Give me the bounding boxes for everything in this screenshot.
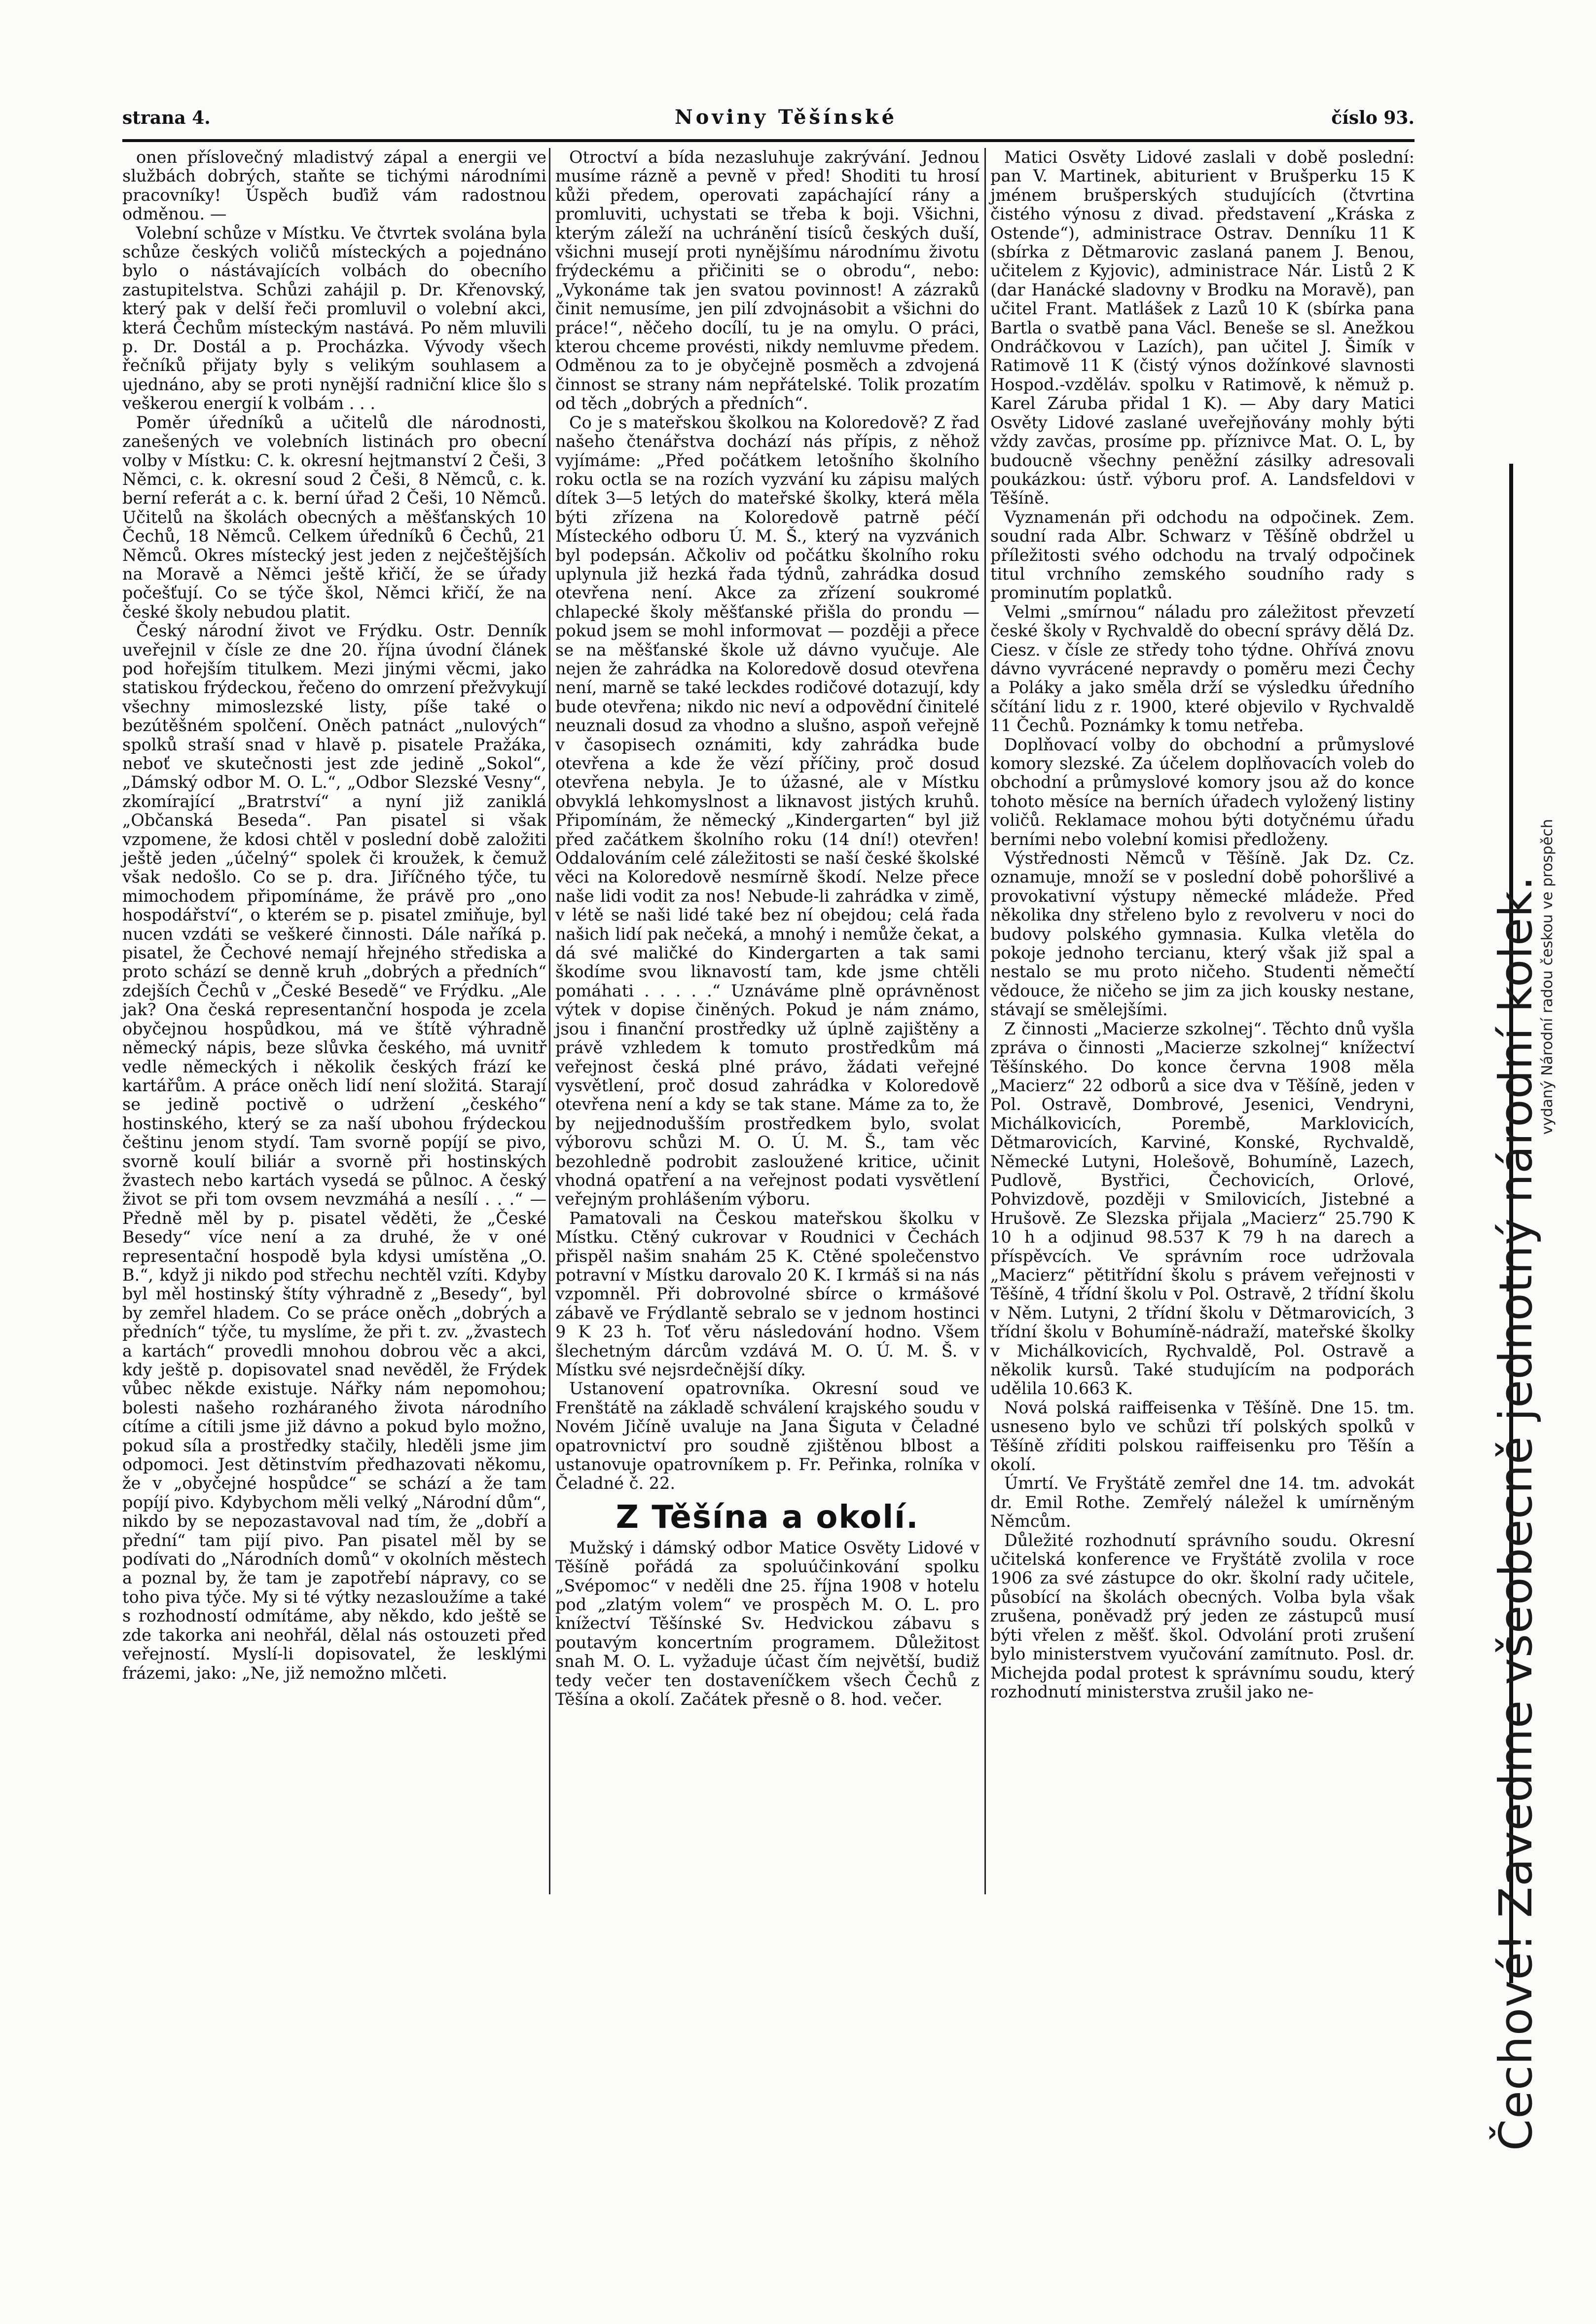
article-paragraph: Doplňovací volby do obchodní a průmyslové komory slezské. Za účelem doplňovacích voleb do obchodní a průmyslové komory jsou až do konce tohoto měsíce na berních úřadech vyložený listiny voličů. Reklamace mohou býti dotyčnému úřadu berními nebo volební komisi předloženy. (990, 735, 1415, 849)
issue-number: číslo 93. (1331, 108, 1415, 128)
article-paragraph: Nová polská raiffeisenka v Těšíně. Dne 15. tm. usneseno bylo ve schůzi tří polských spolků v Těšíně zříditi polskou raiffeisenku pro Těšín a okolí. (990, 1398, 1415, 1475)
section-heading: Z Těšína a okolí. (616, 1499, 919, 1536)
article-paragraph: Z činnosti „Macierze szkolnej“. Těchto dnů vyšla zpráva o činnosti „Macierze szkolnej“ knížectví Těšínského. Do konce června 1908 měla „Macierz“ 22 odborů a sice dva v Těšíně, jeden v Pol. Ostravě, Dombrové, Jesenici, Vendryni, Michálkovicích, Porembě, Marklovicích, Dětmarovicích, Karviné, Konské, Rychvaldě, Německé Lutyni, Holešově, Bohumíně, Lazech, Pudlově, Bystřici, Čechovicích, Orlové, Pohvizdově, později v Smilovicích, Jistebné a Hrušově. Ze Slezska přijala „Macierz“ 25.790 K 10 h a odjinud 98.537 K 79 h na darech a příspěvcích. Ve správním roce udržovala „Macierz“ pětitřídní školu s právem veřejnosti v Těšíně, 4 třídní školu v Pol. Ostravě, 2 třídní školu v Něm. Lutyni, 2 třídní školu v Dětmarovicích, 3 třídní školu v Bohumíně-nádraží, mateřské školky v Michálkovicích, Rychvaldě, Pol. Ostravě a několik kursů. Také studujícím na podporách udělila 10.663 K. (990, 1019, 1415, 1399)
article-paragraph: Matici Osvěty Lidové zaslali v době poslední: pan V. Martinek, abiturient v Brušperku 15 K jménem brušperských studujících (čtvrtina čistého výnosu z divad. představení „Kráska z Ostende“), administrace Ostrav. Denníku 11 K (sbírka z Dětmarovic zaslaná panem J. Benou, učitelem z Kyjovic), administrace Nár. Listů 2 K (dar Hanácké sladovny v Brodku na Moravě), pan učitel Frant. Matlášek z Lazů 10 K (sbírka pana Bartla o svatbě pana Václ. Beneše se sl. Anežkou Ondráčkovou v Lazích), pan učitel J. Šimík v Ratimově 11 K (čistý výnos dožínkové slavnosti Hospod.-vzděláv. spolku v Ratimově, k němuž p. Karel Záruba přidal 1 K). — Aby dary Matici Osvěty Lidové zaslané uveřejňovány mohly býti vždy zavčas, prosíme pp. příznivce Mat. O. L, by budoucně všechny peněžní zásilky adresovali poukázkou: ústř. výboru prof. A. Landsfeldovi v Těšíně. (990, 148, 1415, 508)
side-margin-slogan: Čechové! Zavedme všeobecně jednotný národní kolek. (1489, 876, 1542, 2151)
column-3 (990, 148, 1415, 1701)
column-divider-2 (984, 148, 986, 1894)
article-paragraph: Poměr úředníků a učitelů dle národnosti, zanešených ve volebních listinách pro obecní volby v Místku: C. k. okresní hejtmanství 2 Češi, 3 Němci, c. k. okresní soud 2 Češi, 8 Němců, c. k. berní referát a c. k. berní úřad 2 Češi, 10 Němců. Učitelů na školách obecných a měšťanských 10 Čechů, 18 Němců. Celkem úředníků 6 Čechů, 21 Němců. Okres místecký jest jeden z nejčeštějších na Moravě a Němci ještě křičí, že se úřady počešťují. Co se týče škol, Němci křičí, že na české školy nebudou platit. (122, 412, 546, 622)
article-paragraph: Pamatovali na Českou mateřskou školku v Místku. Ctěný cukrovar v Roudnici v Čechách přispěl našim snahám 25 K. Ctěné společenstvo potravní v Místku darovalo 20 K. I krmáš si na nás vzpomněl. Při dobrovolné sbírce o krmášové zábavě ve Frýdlantě sebralo se v jednom hostinci 9 K 23 h. Toť věru následování hodno. Všem šlechetným dárcům vzdává M. O. Ú. M. Š. v Místku své nejsrdečnější díky. (555, 1208, 979, 1379)
article-paragraph: Úmrtí. Ve Fryštátě zemřel dne 14. tm. advokát dr. Emil Rothe. Zemřelý náležel k umírněným Němcům. (990, 1474, 1415, 1531)
article-paragraph: Mužský i dámský odbor Matice Osvěty Lidové v Těšíně pořádá za spoluúčinkování spolku „Svépomoc“ v neděli dne 25. října 1908 v hotelu pod „zlatým volem“ ve prospěch M. O. L. pro knížectví Těšínské Sv. Hedvickou zábavu s poutavým koncertním programem. Důležitost snah M. O. L. vyžaduje účast čím největší, budiž tedy večer ten dostaveníčkem všech Čechů z Těšína a okolí. Začátek přesně o 8. hod. večer. (555, 1538, 979, 1709)
header-rule (122, 139, 1415, 142)
column-2 (555, 148, 979, 1709)
newspaper-title: Noviny Těšínské (675, 106, 898, 129)
side-margin-note: vydaný Národní radou českou ve prospěch (1539, 819, 1556, 1135)
article-paragraph: Co je s mateřskou školkou na Koloredově? Z řad našeho čtenářstva dochází nás přípis, z něhož vyjímáme: „Před počátkem letošního školního roku octla se na rozích vyzvání ku zápisu malých dítek 3—5 letých do mateřské školky, která měla býti zřízena na Koloredově patrně péčí Místeckého odboru Ú. M. Š., který na vyzvánich byl podepsán. Ačkoliv od počátku školního roku uplynula již hezká řada týdnů, zahrádka dosud otevřena není. Akce za zřízení soukromé chlapecké školy měšťanské přišla do prondu — pokud jsem se mohl informovat — později a přece se na měšťanské škole už dávno vyučuje. Ale nejen že zahrádka na Koloredově dosud otevřena není, marně se také leckdes rodičové dotazují, kdy bude otevřena; nikdo nic neví a odpovědní činitelé neuznali dosud za vhodno a slušno, aspoň veřejně v časopisech oznámiti, kdy zahrádka bude otevřena a kde že vězí příčiny, proč dosud otevřena nebyla. Je to úžasné, ale v Místku obvyklá lehkomyslnost a liknavost jistých kruhů. Připomínám, že německý „Kindergarten“ byl již před začátkem školního roku (14 dní!) otevřen! Oddalováním celé záležitosti se naší české školské věci na Koloredově nesmírně škodí. Nelze přece naše lidi vodit za nos! Nebude-li zahrádka v zimě, v létě se naši lidé také bez ní obejdou; celá řada našich lidí pak nečeká, a mnohý i nemůže čekat, a dá své maličké do Kindergarten a tak sami škodíme svou liknavostí tam, kde jsme chtěli pomáhati . . . . .“ Uznáváme plně oprávněnost výtek v dopise činěných. Pokud je nám známo, jsou i finanční prostředky už úplně zajištěny a právě vzhledem k tomuto prostředkům má veřejnost česká plné právo, žádati veřejné vysvětlení, proč dosud zahrádka v Koloredově otevřena není a kdy se tak stane. Máme za to, že by nejjednodušším prostředkem bylo, svolat výborovu schůzi M. O. Ú. M. Š., tam věc bezohledně podrobit zasloužené kritice, učinit vhodná opatření a na veřejnost podati vysvětlení veřejným prohlášením výboru. (555, 412, 979, 1209)
column-divider-1 (549, 148, 550, 1894)
article-paragraph: Výstřednosti Němců v Těšíně. Jak Dz. Cz. oznamuje, množí se v poslední době pohoršlivé a provokativní výstupy německé mládeže. Před několika dny střeleno bylo z revolveru v noci do budovy polského gymnasia. Kulka vletěla do pokoje jednoho tercianu, který však již spal a nestalo se mu proto ničeho. Studenti němečtí vědouce, že ničeho se jim za jich kousky nestane, stávají se smělejšími. (990, 848, 1415, 1020)
article-paragraph: Český národní život ve Frýdku. Ostr. Denník uveřejnil v čísle ze dne 20. října úvodní článek pod hořejším titulkem. Mezi jinými věcmi, jako statiskou frýdeckou, řečeno do omrzení přežvykují všechny mimoslezské listy, píše také o bezútěšném spolčení. Oněch patnáct „nulových“ spolků straší snad v hlavě p. pisatele Pražáka, neboť ve skutečnosti jest zde jedině „Sokol“, „Dámský odbor M. O. L.“, „Odbor Slezské Vesny“, zkomírající „Bratrství“ a nyní již zaniklá „Občanská Beseda“. Pan pisatel si však vzpomene, že kdosi chtěl v poslední době založiti ještě jeden „účelný“ spolek či kroužek, k čemuž však nedošlo. Co se p. dra. Jiříčného týče, tu mimochodem připomínáme, že právě pro „ono hospodářství“, o kterém se p. pisatel zmiňuje, byl nucen vzdáti se veškeré činnosti. Dále naříká p. pisatel, že Čechové nemají hřejného střediska a proto schází se denně kruh „dobrých a předních“ zdejších Čechů v „České Besedě“ ve Frýdku. „Ale jak? Ona česká representanční hospoda je zcela obyčejnou hospůdkou, má ve štítě výhradně německý nápis, beze slůvka českého, má uvnitř vedle německých i několik českých frází ke kartářům. A práce oněch lidí není složitá. Starají se jedině poctivě o udržení „českého“ hostinského, který se za naší ubohou frýdeckou češtinu jenom stydí. Tam svorně popíjí se pivo, svorně koulí biliár a svorně při hostinských žvastech nebo kartách vysedá se půlnoc. A český život se při tom ovsem nevzmáhá a nesílí . . .“ — Předně měl by p. pisatel věděti, že „České Besedy“ více není a za druhé, že v oné representační hospodě byla kdysi umístěna „O. B.“, když ji nikdo pod střechu nechtěl vzíti. Kdyby byl měl hostinský štíty výhradně z „Besedy“, byl by zemřel hladem. Co se práce oněch „dobrých a předních“ týče, tu myslíme, že při t. zv. „žvastech a kartách“ provedli mnohou dobrou věc a akci, kdy ještě p. dopisovatel snad nevěděl, že Frýdek vůbec někde existuje. Nářky nám nepomohou; bolesti našeho rozháraného života národního cítíme a cítili jsme již dávno a pokud bylo možno, pokud síla a prostředky stačily, hleděli jsme jim odpomoci. Jest dětinstvím předhazovati někomu, že v „obyčejné hospůdce“ se schází a že tam popíjí pivo. Kdybychom měli velký „Národní dům“, nikdo by se nepozastavoval nad tím, že „dobří a přední“ tam pijí pivo. Pan pisatel měl by se podívati do „Národních domů“ v okolních městech a poznal by, že tam je zapotřebí nápravy, co se toho piva týče. My si té výtky nezasloužíme a také s rozhodností odmítáme, aby někdo, kdo ještě se zde takorka ani neohřál, dělal nás ostouzeti před veřejností. Myslí-li dopisovatel, že lesklými frázemi, jako: „Ne, již nemožno mlčeti. (122, 621, 546, 1683)
article-paragraph: onen příslovečný mladistvý zápal a energii ve službách dobrých, staňte se tichými národními pracovníky! Úspěch buďiž vám radostnou odměnou. — (122, 148, 546, 224)
article-paragraph: Vyznamenán při odchodu na odpočinek. Zem. soudní rada Albr. Schwarz v Těšíně obdržel u příležitosti svého odchodu na trvalý odpočinek titul vrchního zemského soudního rady s prominutím poplatků. (990, 507, 1415, 603)
column-1 (122, 148, 546, 1683)
article-paragraph: Volební schůze v Místku. Ve čtvrtek svolána byla schůze českých voličů místeckých a pojednáno bylo o nástávajících volbách do obecního zastupitelstva. Schůzi zahájil p. Dr. Křenovský, který pak v delší řeči promluvil o volební akci, která Čechům místeckým nastává. Po něm mluvili p. Dr. Dostál a p. Procházka. Vývody všech řečníků přijaty byly s velikým souhlasem a ujednáno, aby se proti nynější radniční klice šlo s veškerou energií k volbám . . . (122, 223, 546, 413)
page-number: strana 4. (122, 108, 211, 128)
article-paragraph: Velmi „smírnou“ náladu pro záležitost převzetí české školy v Rychvaldě do obecní správy dělá Dz. Ciesz. v čísle ze středy toho týdne. Ohřívá znovu dávno vyvrácené nepravdy o poměru mezi Čechy a Poláky a jako směla drží se výsledku úředního sčítání lidu z r. 1900, které objevilo v Rychvaldě 11 Čechů. Poznámky k tomu netřeba. (990, 602, 1415, 736)
article-paragraph: Důležité rozhodnutí správního soudu. Okresní učitelská konference ve Fryštátě zvolila v roce 1906 za své zástupce do okr. školní rady učitele, působící na školách obecných. Volba byla však zrušena, poněvadž prý jeden ze zástupců musí býti vřelen z měšť. škol. Odvolání proti zrušení bylo ministerstvem vyučování zamítnuto. Posl. dr. Michejda podal protest k správnímu soudu, který rozhodnutí ministerstva zrušil jako ne- (990, 1530, 1415, 1701)
page-header (122, 108, 1415, 137)
article-paragraph: Otroctví a bída nezasluhuje zakrývání. Jednou musíme rázně a pevně v před! Shoditi tu hrosí kůži předem, operovati zapáchající rány a promluviti, uchystati se třeba k boji. Všichni, kterým záleží na uchránění tisíců českých duší, všichni musejí proti nynějšímu národnímu životu frýdeckému a přičiniti se o obrodu“, nebo: „Vykonáme tak jen svatou povinnost! A zázraků činit nemusíme, jen pilí zdvojnásobit a všichni do práce!“, něčeho docílí, tu je na omylu. O práci, kterou chceme provésti, nikdy nemluvme předem. Odměnou za to je obyčejně posměch a zdvojená činnost se strany nám nepřátelské. Tolik prozatím od těch „dobrých a předních“. (555, 148, 979, 413)
article-paragraph: Ustanovení opatrovníka. Okresní soud ve Frenštátě na základě schválení krajského soudu v Novém Jičíně uvaluje na Jana Šiguta v Čeladné opatrovnictví pro soudně zjištěnou blbost a ustanovuje opatrovníkem p. Fr. Peřinka, rolníka v Čeladné č. 22. (555, 1379, 979, 1493)
